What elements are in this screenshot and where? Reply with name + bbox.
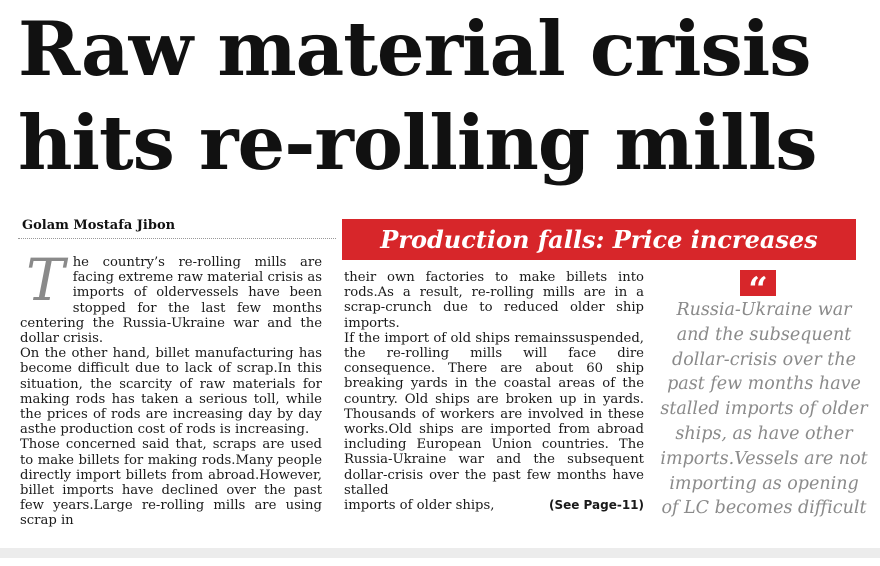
headline-line-1: Raw material crisis: [18, 5, 811, 93]
quote-mark-icon: “: [740, 270, 776, 296]
headline: [18, 2, 868, 190]
byline-divider: [18, 238, 336, 239]
byline: Golam Mostafa Jibon: [22, 218, 176, 233]
article-column-1: [20, 246, 322, 529]
pull-quote: Russia-Ukraine war and the subsequent dollar-crisis over the past few months have stalled imports of older ships, as have other imports.Vessels are not importing as opening of LC becomes difficult: [660, 300, 868, 519]
continuation-line: [344, 498, 644, 513]
see-page-link[interactable]: (See Page-11): [548, 498, 644, 513]
drop-cap: T: [26, 246, 65, 314]
paragraph-5: If the import of old ships remainssuspended, the re-rolling mills will face dire consequence. There are about 60 ship breaking yards in the coastal areas of the country. Old ships are broken up in yards. Thousands of workers are involved in these works.Old ships are imported from abroad including European Union countries. The Russia-Ukraine war and the subsequent dollar-crisis over the past few months have stalled: [344, 330, 644, 498]
section-banner: Production falls: Price increases: [342, 219, 856, 260]
paragraph-1: he country’s re-rolling mills are facing extreme raw material crisis as imports of oldervessels have been stopped for the last few months centering the Russia-Ukraine war and the dollar crisis.: [20, 255, 322, 347]
paragraph-4: their own factories to make billets into rods.As a result, re-rolling mills are in a scrap-crunch due to reduced older ship imports.: [344, 270, 644, 331]
paragraph-2: On the other hand, billet manufacturing has become difficult due to lack of scrap.In this situation, the scarcity of raw materials for making rods has taken a serious toll, while the prices of rods are increasing day by day asthe production cost of rods is increasing.: [20, 346, 322, 438]
paragraph-3: Those concerned said that, scraps are used to make billets for making rods.Many people directly import billets from abroad.However, billet imports have declined over the past few years.Large re-rolling mills are using scrap in: [20, 437, 322, 529]
headline-line-2: hits re-rolling mills: [18, 99, 817, 187]
article-column-2: [344, 270, 644, 513]
bottom-divider: [0, 548, 880, 558]
last-line-text: imports of older ships,: [344, 498, 495, 514]
